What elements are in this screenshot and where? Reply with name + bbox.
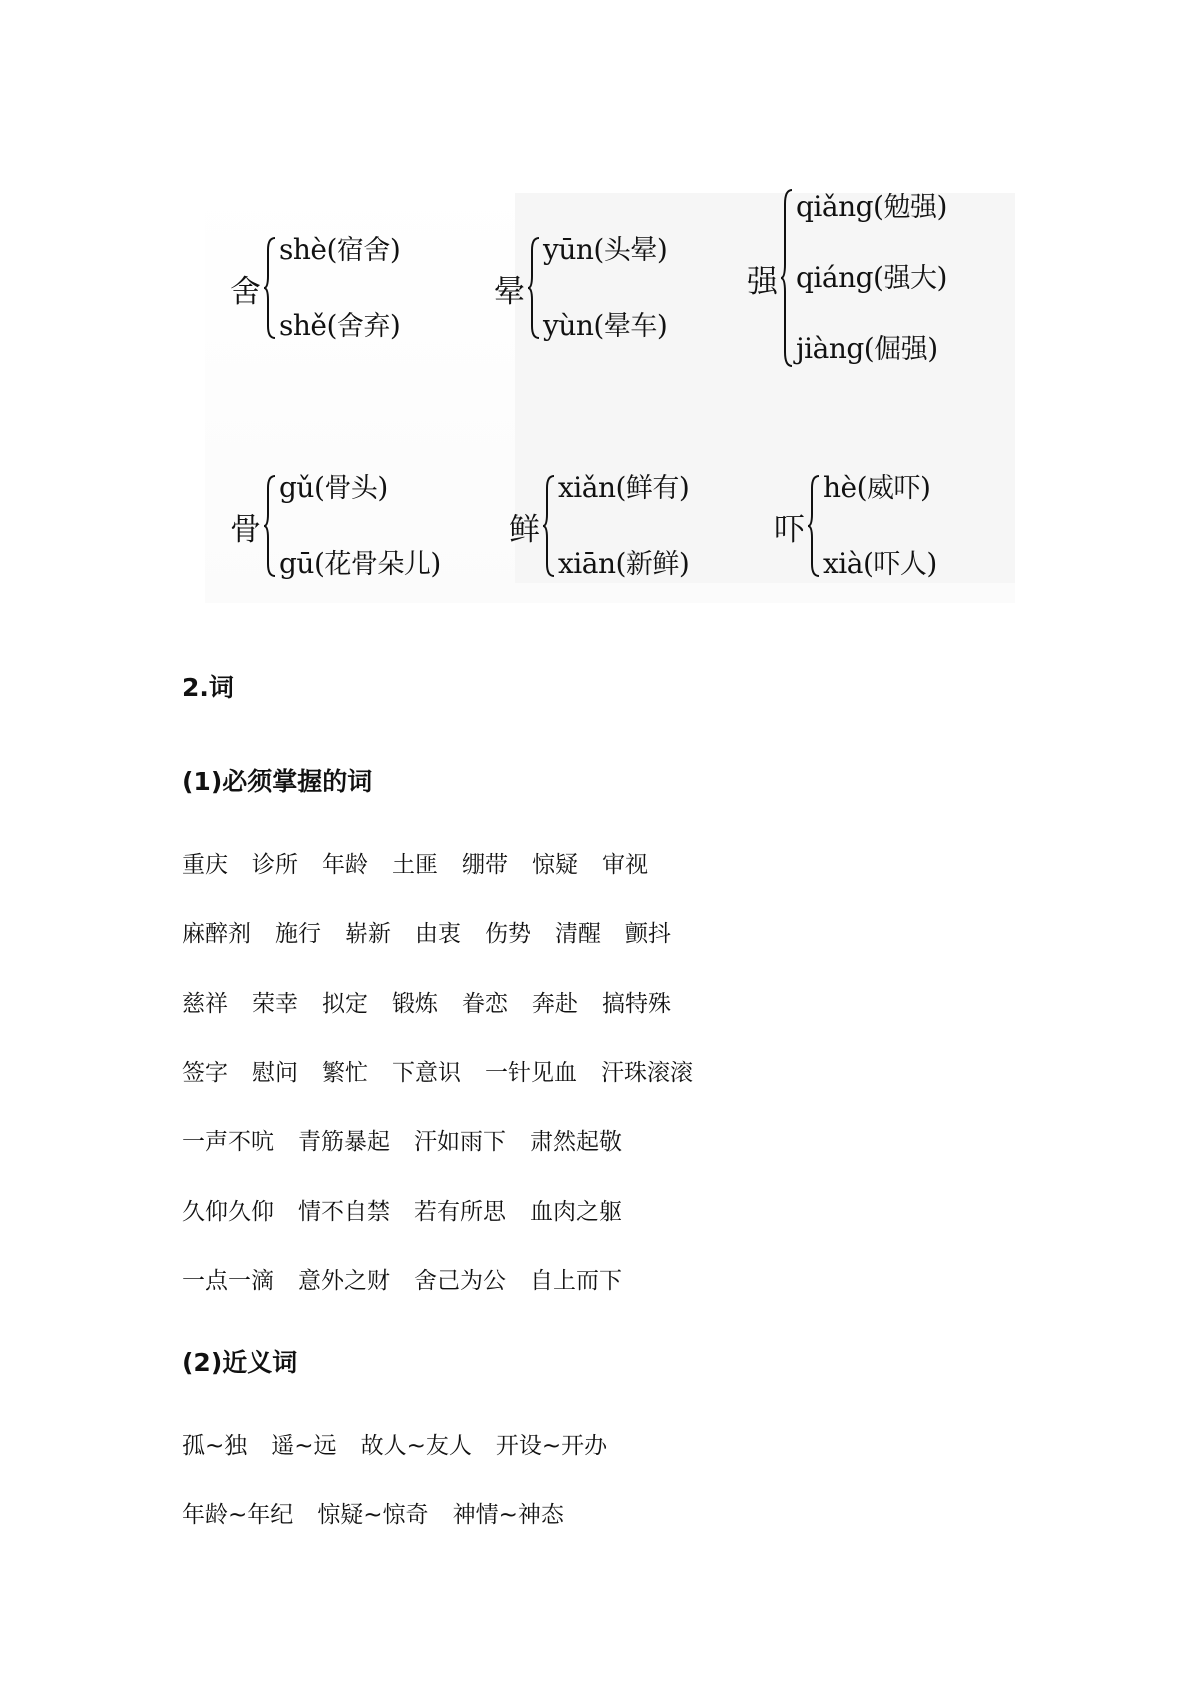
word: 自上而下	[530, 1268, 622, 1294]
synonym-pair: 开设~开办	[495, 1433, 608, 1459]
word: 一声不吭	[182, 1129, 274, 1155]
polyphone-char: 骨	[230, 511, 261, 548]
reading: yūn(头晕)	[543, 233, 668, 266]
reading: shě(舍弃)	[279, 309, 401, 342]
word: 汗如雨下	[414, 1129, 506, 1155]
word: 拟定	[322, 991, 368, 1017]
word: 颤抖	[625, 921, 671, 947]
reading: xiǎn(鲜有)	[558, 471, 690, 504]
synonym-pair: 惊疑~惊奇	[317, 1502, 429, 1528]
polyphone-char: 舍	[230, 273, 261, 310]
reading: xià(吓人)	[823, 547, 937, 580]
reading: yùn(晕车)	[543, 309, 668, 342]
word: 肃然起敬	[530, 1129, 622, 1155]
word: 年龄	[322, 852, 368, 878]
word: 奔赴	[532, 991, 578, 1017]
brace-icon	[263, 474, 277, 578]
polyphone-char: 强	[747, 263, 778, 300]
word: 锻炼	[392, 991, 438, 1017]
synonym-row	[182, 1427, 607, 1460]
brace-icon	[807, 474, 821, 578]
polyphone-char: 鲜	[509, 511, 540, 548]
section-title: 2.词	[182, 673, 234, 702]
polyphone-group	[774, 471, 937, 580]
word: 慰问	[252, 1060, 298, 1086]
word: 伤势	[485, 921, 531, 947]
word: 麻醉剂	[182, 921, 251, 947]
synonym-row	[182, 1496, 564, 1529]
synonym-pair: 年龄~年纪	[182, 1502, 294, 1528]
word: 意外之财	[298, 1268, 390, 1294]
reading: qiǎng(勉强)	[796, 190, 947, 223]
word: 签字	[182, 1060, 228, 1086]
word: 施行	[275, 921, 321, 947]
brace-icon	[263, 236, 277, 340]
word-row	[182, 1262, 622, 1295]
reading: shè(宿舍)	[279, 233, 401, 266]
word: 若有所思	[414, 1199, 506, 1225]
word: 慈祥	[182, 991, 228, 1017]
word: 绷带	[462, 852, 508, 878]
reading: gǔ(骨头)	[279, 471, 388, 504]
polyphone-char: 吓	[774, 511, 805, 548]
word: 眷恋	[462, 991, 508, 1017]
word: 久仰久仰	[182, 1199, 274, 1225]
brace-icon	[780, 188, 794, 368]
synonym-pair: 遥~远	[271, 1433, 337, 1459]
word: 下意识	[392, 1060, 461, 1086]
polyphone-group	[494, 233, 668, 342]
polyphone-group	[747, 188, 947, 368]
word-row	[182, 1193, 622, 1226]
reading: hè(威吓)	[823, 471, 931, 504]
reading: jiàng(倔强)	[796, 332, 938, 365]
word: 审视	[602, 852, 648, 878]
reading: gū(花骨朵儿)	[279, 547, 441, 580]
brace-icon	[542, 474, 556, 578]
synonym-pair: 故人~友人	[360, 1433, 472, 1459]
word-row	[182, 1123, 622, 1156]
word: 重庆	[182, 852, 228, 878]
brace-icon	[527, 236, 541, 340]
word: 诊所	[252, 852, 298, 878]
word: 青筋暴起	[298, 1129, 390, 1155]
subsection-title-must: (1)必须掌握的词	[182, 767, 373, 796]
word: 土匪	[392, 852, 438, 878]
word: 搞特殊	[602, 991, 671, 1017]
word: 舍己为公	[414, 1268, 506, 1294]
word-row	[182, 1054, 693, 1087]
reading: qiáng(强大)	[796, 261, 947, 294]
synonym-pair: 孤~独	[182, 1433, 248, 1459]
word-row	[182, 985, 671, 1018]
word: 血肉之躯	[530, 1199, 622, 1225]
word: 繁忙	[322, 1060, 368, 1086]
word: 情不自禁	[298, 1199, 390, 1225]
word: 汗珠滚滚	[601, 1060, 693, 1086]
word-row	[182, 846, 648, 879]
word: 崭新	[345, 921, 391, 947]
synonym-pair: 神情~神态	[452, 1502, 564, 1528]
polyphone-group	[509, 471, 690, 580]
word: 由衷	[415, 921, 461, 947]
reading: xiān(新鲜)	[558, 547, 690, 580]
polyphone-group	[230, 233, 401, 342]
word: 一点一滴	[182, 1268, 274, 1294]
word: 一针见血	[485, 1060, 577, 1086]
polyphone-char: 晕	[494, 273, 525, 310]
word: 惊疑	[532, 852, 578, 878]
polyphone-group	[230, 471, 441, 580]
word-row	[182, 915, 671, 948]
word: 荣幸	[252, 991, 298, 1017]
subsection-title-synonyms: (2)近义词	[182, 1348, 298, 1377]
word: 清醒	[555, 921, 601, 947]
